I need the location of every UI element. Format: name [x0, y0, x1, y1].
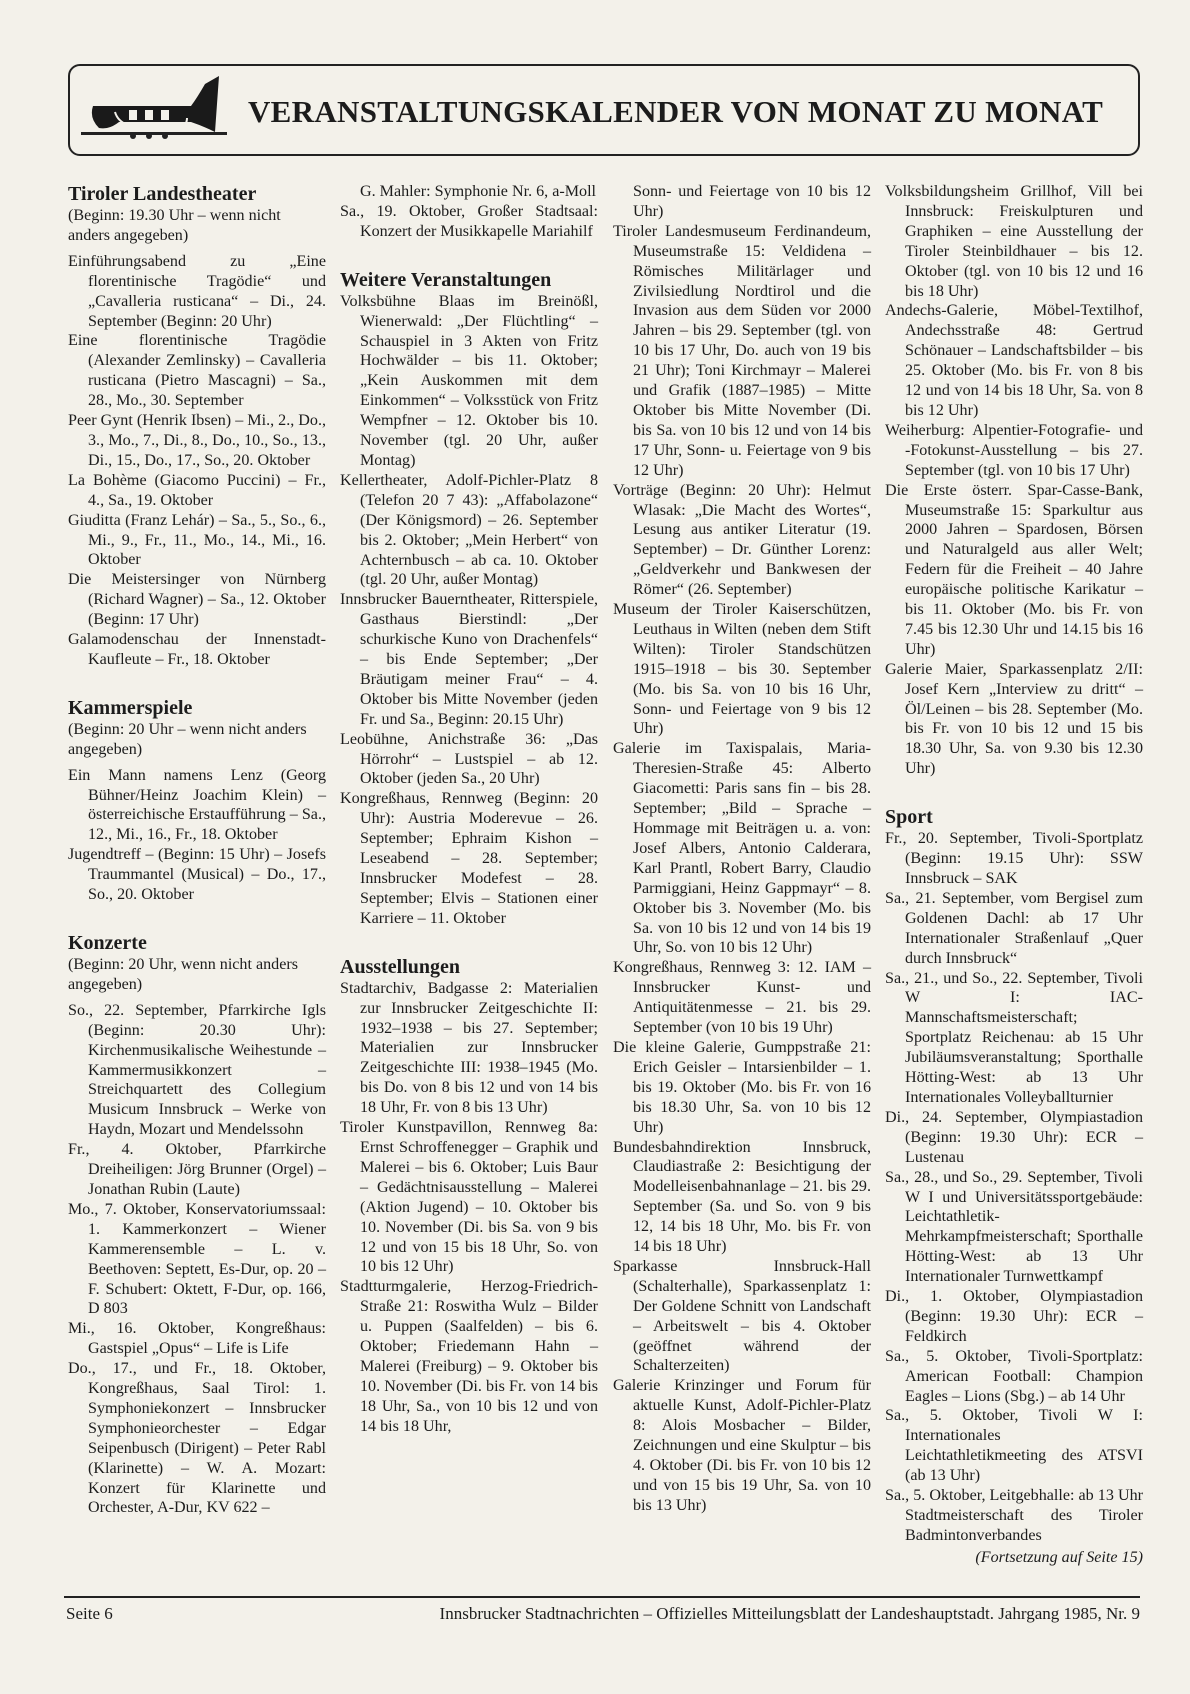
list-item: Giuditta (Franz Lehár) – Sa., 5., So., 6., Mi., 9., Fr., 11., Mo., 14., Mi., 16. Oktober: [68, 511, 326, 569]
list-item: Di., 24. September, Olympiastadion (Beginn: 19.30 Uhr): ECR – Lustenau: [885, 1108, 1143, 1166]
list-item: Die Meistersinger von Nürnberg (Richard Wagner) – Sa., 12. Oktober (Beginn: 17 Uhr): [68, 571, 326, 629]
list-item: Andechs-Galerie, Möbel-Textilhof, Andechsstraße 48: Gertrud Schönauer – Landschaftsbilder – bis 25. Oktober (Mo. bis Fr. von 8 bis 12 und von 14 bis 18 Uhr, Sa. von 8 bis 12 Uhr): [885, 302, 1143, 419]
footer-rule: [64, 1596, 1140, 1598]
column-3: [613, 182, 871, 1516]
section-intro: (Beginn: 19.30 Uhr – wenn nicht anders angegeben): [68, 207, 281, 244]
list-item: Die Erste österr. Spar-Casse-Bank, Museumstraße 15: Sparkultur aus 2000 Jahren – Spardosen, Börsen und Naturalgeld aus aller Welt; Federn für die Freiheit – 40 Jahre europäische politische Karikatur – bis 11. Oktober (Mo. bis Fr. von 7.45 bis 12.30 Uhr und 14.15 bis 16 Uhr): [885, 481, 1143, 658]
page-number: Seite 6: [66, 1604, 113, 1623]
list-item: Tiroler Landesmuseum Ferdinandeum, Museumstraße 15: Veldidena – Römisches Militärlager und Zivilsiedlung Nordtirol und die Invasion aus dem Süden vor 2000 Jahren – bis 29. September (tgl. von 10 bis 17 Uhr, Do. auch von 19 bis 21 Uhr); Toni Kirchmayr – Malerei und Grafik (1887–1985) – Mitte Oktober bis Mitte November (Di. bis Sa. von 10 bis 12 und von 14 bis 17 Uhr, Sonn- u. Feiertage von 9 bis 12 Uhr): [613, 222, 871, 479]
list-item: Fr., 20. September, Tivoli-Sportplatz (Beginn: 19.15 Uhr): SSW Innsbruck – SAK: [885, 830, 1143, 887]
list-item: Sparkasse Innsbruck-Hall (Schalterhalle), Sparkassenplatz 1: Der Goldene Schnitt von Landschaft – Arbeitswelt – bis 4. Oktober (geöffnet während der Schalterzeiten): [613, 1257, 871, 1375]
list-item: Kellertheater, Adolf-Pichler-Platz 8 (Telefon 20 7 43): „Affabolazone“ (Der Königsmord) – 26. September bis 2. Oktober; „Mein Herbert“ von Achternbusch – ab ca. 10. Oktober (tgl. 20 Uhr, außer Montag): [340, 471, 598, 589]
page-title: VERANSTALTUNGSKALENDER VON MONAT ZU MONAT: [248, 94, 1104, 129]
list-item: Galerie Maier, Sparkassenplatz 2/II: Josef Kern „Interview zu dritt“ – Öl/Leinen – bis 28. September (Mo. bis Fr. von 10 bis 12 und 15 bis 18.30 Uhr, Sa. von 9.30 bis 12.30 Uhr): [885, 660, 1143, 778]
list-item: Mi., 16. Oktober, Kongreßhaus: Gastspiel „Opus“ – Life is Life: [68, 1320, 326, 1358]
continuation-note: (Fortsetzung auf Seite 15): [975, 1548, 1143, 1566]
section-heading-kammerspiele: Kammerspiele: [68, 696, 193, 719]
section-intro: (Beginn: 20 Uhr, wenn nicht anders angegeben): [68, 956, 298, 993]
section-heading-ausstellungen: Ausstellungen: [340, 955, 461, 978]
list-item: Sa., 21., und So., 22. September, Tivoli W I: IAC-Mannschaftsmeisterschaft; Sportplatz Reichenau: ab 15 Uhr Jubiläumsveranstaltung; Sporthalle Hötting-West: ab 13 Uhr Internationales Volleyballturnier: [885, 969, 1143, 1106]
list-item: Sa., 5. Oktober, Leitgebhalle: ab 13 Uhr Stadtmeisterschaft des Tiroler Badmintonverbandes: [885, 1487, 1143, 1544]
tuba-icon: [79, 72, 229, 152]
continued-text: G. Mahler: Symphonie Nr. 6, a-Moll: [360, 183, 597, 200]
list-item: Leobühne, Anichstraße 36: „Das Hörrohr“ – Lustspiel – ab 12. Oktober (jeden Sa., 20 Uhr): [340, 730, 598, 788]
list-item: Eine florentinische Tragödie (Alexander Zemlinsky) – Cavalleria rusticana (Pietro Mascagni) – Sa., 28., Mo., 30. September: [68, 332, 326, 410]
list-item: Mo., 7. Oktober, Konservatoriumssaal: 1. Kammerkonzert – Wiener Kammerensemble – L. v. Beethoven: Septett, Es-Dur, op. 20 – F. Schubert: Oktett, F-Dur, op. 166, D 803: [68, 1200, 326, 1318]
column-4: [885, 182, 1143, 1568]
list-item: Kongreßhaus, Rennweg 3: 12. IAM – Innsbrucker Kunst- und Antiquitätenmesse – 21. bis 29. September (von 10 bis 19 Uhr): [613, 959, 871, 1037]
section-heading-theater: Tiroler Landestheater: [68, 183, 257, 205]
list-item: Museum der Tiroler Kaiserschützen, Leuthaus in Wilten (neben dem Stift Wilten): Tiroler Standschützen 1915–1918 – bis 30. September (Mo. bis Sa. von 10 bis 16 Uhr, Sonn- und Feiertage von 9 bis 12 Uhr): [613, 601, 871, 738]
list-item: Sa., 28., und So., 29. September, Tivoli W I und Universitätssportgebäude: Leichtathletik-Mehrkampfmeisterschaft; Sporthalle Hötting-West: ab 13 Uhr Internationaler Turnwettkampf: [885, 1168, 1143, 1286]
list-item: La Bohème (Giacomo Puccini) – Fr., 4., Sa., 19. Oktober: [68, 471, 326, 509]
list-item: Sa., 5. Oktober, Tivoli-Sportplatz: American Football: Champion Eagles – Lions (Sbg.) – ab 14 Uhr: [885, 1347, 1143, 1405]
column-2: [340, 182, 598, 1437]
list-item: Einführungsabend zu „Eine florentinische Tragödie“ und „Cavalleria rusticana“ – Di., 24. September (Beginn: 20 Uhr): [68, 252, 326, 330]
list-item: Di., 1. Oktober, Olympiastadion (Beginn: 19.30 Uhr): ECR – Feldkirch: [885, 1288, 1143, 1345]
list-item: Jugendtreff – (Beginn: 15 Uhr) – Josefs Traummantel (Musical) – Do., 17., So., 20. Oktober: [68, 846, 326, 904]
list-item: Fr., 4. Oktober, Pfarrkirche Dreiheiligen: Jörg Brunner (Orgel) – Jonathan Rubin (Laute): [68, 1141, 326, 1198]
list-item: Sa., 5. Oktober, Tivoli W I: Internationales Leichtathletikmeeting des ATSVI (ab 13 Uhr): [885, 1407, 1143, 1485]
list-item: Kongreßhaus, Rennweg (Beginn: 20 Uhr): Austria Moderevue – 26. September; Ephraim Kishon – Leseabend – 28. September; Innsbrucker Modefest – 28. September; Elvis – Stationen einer Karriere – 11. Oktober: [340, 790, 598, 927]
section-intro: (Beginn: 20 Uhr – wenn nicht anders angegeben): [68, 720, 307, 758]
list-item: Innsbrucker Bauerntheater, Ritterspiele, Gasthaus Bierstindl: „Der schurkische Kuno von Drachenfels“ – bis Ende September; „Der Bräutigam meiner Frau“ – 4. Oktober bis Mitte November (jeden Fr. und Sa., Beginn: 20.15 Uhr): [340, 591, 598, 728]
list-item: Tiroler Kunstpavillon, Rennweg 8a: Ernst Schroffenegger – Graphik und Malerei – bis 6. Oktober; Luis Baur – Gedächtnisausstellung – Malerei (Aktion Jugend) – 10. Oktober bis 10. November (Di. bis Sa. von 9 bis 12 und von 15 bis 18 Uhr, So. von 10 bis 12 Uhr): [340, 1119, 598, 1276]
list-item: Stadtarchiv, Badgasse 2: Materialien zur Innsbrucker Zeitgeschichte II: 1932–1938 – bis 27. September; Materialien zur Innsbrucker Zeitgeschichte III: 1938–1945 (Mo. bis Do. von 8 bis 12 und von 14 bis 18 Uhr, Fr. von 8 bis 13 Uhr): [340, 979, 598, 1117]
list-item: Volksbühne Blaas im Breinößl, Wienerwald: „Der Flüchtling“ – Schauspiel in 3 Akten von Fritz Hochwälder – bis 11. Oktober; „Kein Auskommen mit dem Einkommen“ – Volksstück von Fritz Wempfner – 12. Oktober bis 10. November (tgl. 20 Uhr, außer Montag): [340, 292, 598, 469]
column-1: [68, 182, 326, 1518]
list-item: Volksbildungsheim Grillhof, Vill bei Innsbruck: Freiskulpturen und Graphiken – eine Ausstellung der Tiroler Steinbildhauer – bis 12. Oktober (tgl. von 10 bis 12 und 16 bis 18 Uhr): [885, 183, 1143, 300]
list-item: Do., 17., und Fr., 18. Oktober, Kongreßhaus, Saal Tirol: 1. Symphoniekonzert – Innsbrucker Symphonieorchester – Edgar Seipenbusch (Dirigent) – Peter Rabl (Klarinette) – W. A. Mozart: Konzert für Klarinette und Orchester, A-Dur, KV 622 –: [68, 1360, 326, 1517]
publication-line: Innsbrucker Stadtnachrichten – Offizielles Mitteilungsblatt der Landeshauptstadt. Jahrgang 1985, Nr. 9: [439, 1604, 1140, 1623]
section-heading-sport: Sport: [885, 806, 933, 829]
list-item: Peer Gynt (Henrik Ibsen) – Mi., 2., Do., 3., Mo., 7., Di., 8., Do., 10., So., 13., Di., 15., Do., 17., So., 20. Oktober: [68, 412, 326, 469]
section-heading-weitere: Weitere Veranstaltungen: [340, 268, 552, 291]
list-item: Galamodenschau der Innenstadt-Kaufleute – Fr., 18. Oktober: [68, 631, 326, 668]
list-item: Die kleine Galerie, Gumppstraße 21: Erich Geisler – Intarsienbilder – 1. bis 19. Oktober (Mo. bis Fr. von 16 bis 18.30 Uhr, Sa. von 10 bis 12 Uhr): [613, 1038, 871, 1136]
continued-text: Sonn- und Feiertage von 10 bis 12 Uhr): [633, 183, 871, 220]
list-item: Ein Mann namens Lenz (Georg Bühner/Heinz Joachim Klein) – österreichische Erstaufführung – Sa., 12., Mi., 16., Fr., 18. Oktober: [68, 766, 326, 844]
section-heading-konzerte: Konzerte: [68, 932, 147, 954]
list-item: Vorträge (Beginn: 20 Uhr): Helmut Wlasak: „Die Macht des Wortes“, Lesung aus antiker Literatur (19. September) – Dr. Günther Lorenz: „Geldverkehr und Bankwesen der Römer“ (26. September): [613, 481, 871, 599]
list-item: Galerie Krinzinger und Forum für aktuelle Kunst, Adolf-Pichler-Platz 8: Alois Mosbacher – Bilder, Zeichnungen und eine Skulptur – bis 4. Oktober (Di. bis Fr. von 10 bis 12 und von 15 bis 19 Uhr, Sa. von 10 bis 13 Uhr): [613, 1377, 871, 1514]
list-item: Weiherburg: Alpentier-Fotografie- und -Fotokunst-Ausstellung – bis 27. September (tgl. von 10 bis 17 Uhr): [885, 421, 1143, 479]
list-item: So., 22. September, Pfarrkirche Igls (Beginn: 20.30 Uhr): Kirchenmusikalische Weihestunde – Kammermusikkonzert – Streichquartett des Collegium Musicum Innsbruck – Werke von Haydn, Mozart und Mendelssohn: [68, 1001, 326, 1139]
list-item: Sa., 21. September, vom Bergisel zum Goldenen Dachl: ab 17 Uhr Internationaler Straßenlauf „Quer durch Innsbruck“: [885, 889, 1143, 967]
list-item: Stadtturmgalerie, Herzog-Friedrich-Straße 21: Roswitha Wulz – Bilder u. Puppen (Saalfelden) – bis 6. Oktober; Friedemann Hahn – Malerei (Freiburg) – 9. Oktober bis 10. November (Di. bis Fr. von 14 bis 18 Uhr, Sa., von 10 bis 12 und von 14 bis 18 Uhr,: [340, 1278, 598, 1435]
list-item: Bundesbahndirektion Innsbruck, Claudiastraße 2: Besichtigung der Modelleisenbahnanlage – 21. bis 29. September (Sa. und So. von 9 bis 12, 14 bis 18 Uhr, Mo. bis Fr. von 14 bis 18 Uhr): [613, 1138, 871, 1256]
list-item: Galerie im Taxispalais, Maria-Theresien-Straße 45: Alberto Giacometti: Paris sans fin – bis 28. September; „Bild – Sprache – Hommage mit Beiträgen u. a. von: Josef Albers, Antonio Calderara, Karl Prantl, Robert Barry, Claudio Parmiggiani, Heinz Gappmayr“ – 8. Oktober bis 3. November (Mo. bis Sa. von 10 bis 12 und von 14 bis 19 Uhr, So. von 10 bis 12 Uhr): [613, 740, 871, 957]
list-item: Sa., 19. Oktober, Großer Stadtsaal: Konzert der Musikkapelle Mariahilf: [340, 202, 598, 240]
